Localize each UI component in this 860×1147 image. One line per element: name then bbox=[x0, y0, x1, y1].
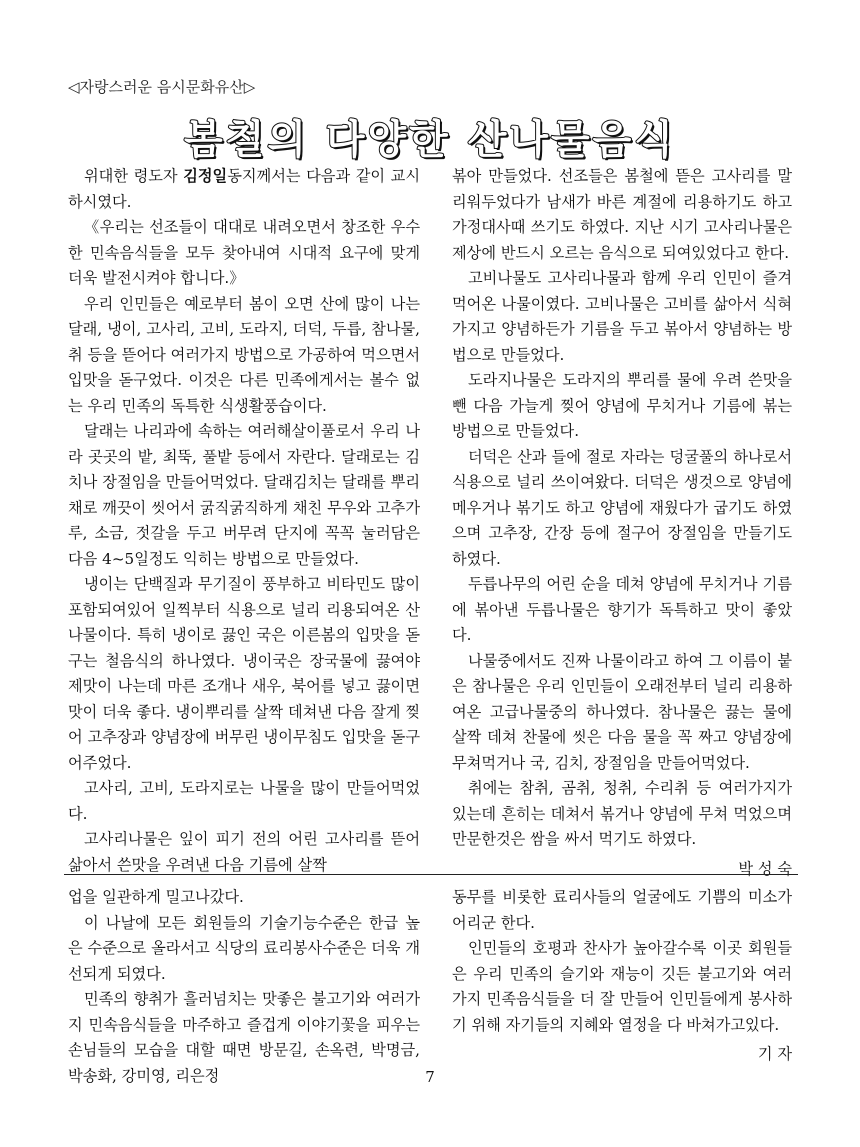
leader-name: 김정일 bbox=[183, 167, 228, 185]
paragraph: 업을 일관하게 밀고나갔다. bbox=[68, 888, 244, 906]
paragraph: 취에는 참취, 곰취, 청취, 수리취 등 여러가지가 있는데 흔히는 데쳐서 볶거나 양념에 무쳐 먹었으며 만문한것은 쌈을 싸서 먹기도 하였다. bbox=[452, 779, 792, 848]
paragraph: 나물중에서도 진짜 나물이라고 하여 그 이름이 붙은 참나물은 우리 인민들이 오래전부터 널리 리용하여온 고급나물중의 하나였다. 참나물은 끓는 물에 살짝 데쳐 찬물에 씻은 다음 물을 꼭 짜고 양념장에 무쳐먹거나 국, 김치, 장절임을 만들어먹었다. bbox=[452, 651, 792, 772]
quotation: 《우리는 선조들이 대대로 내려오면서 창조한 우수한 민속음식들을 모두 찾아내여 시대적 요구에 맞게 더욱 발전시켜야 합니다.》 bbox=[68, 218, 420, 287]
paragraph bbox=[68, 164, 420, 215]
paragraph: 고사리, 고비, 도라지로는 나물을 많이 만들어먹었다. bbox=[68, 779, 420, 823]
author-signature: 기 자 bbox=[757, 1045, 792, 1063]
author-signature: 박 성 숙 bbox=[738, 859, 792, 878]
paragraph: 냉이는 단백질과 무기질이 풍부하고 비타민도 많이 포함되여있어 일찍부터 식용으로 널리 리용되여온 산나물이다. 특히 냉이로 끓인 국은 이른봄의 입맛을 돋구는 철음식의 하나였다. 냉이국은 장국물에 끓여야 제맛이 나는데 마른 조개나 새우, 북어를 넣고 끓이면 맛이 더욱 좋다. 냉이뿌리를 살짝 데쳐낸 다음 잘게 찢어 고추장과 양념장에 버무린 냉이무침도 입맛을 돋구어주었다. bbox=[68, 575, 420, 772]
article-column-2 bbox=[452, 164, 792, 882]
paragraph: 고사리나물은 잎이 피기 전의 어린 고사리를 뜯어 삶아서 쓴맛을 우려낸 다음 기름에 살짝 bbox=[68, 830, 420, 874]
paragraph-text: 위대한 령도자 bbox=[84, 167, 184, 185]
paragraph: 달래는 나리과에 속하는 여러해살이풀로서 우리 나라 곳곳의 밭, 최뚝, 풀밭 등에서 자란다. 달래로는 김치나 장절임을 만들어먹었다. 달래김치는 달래를 뿌리채로 깨끗이 씻어서 굵직굵직하게 채친 무우와 고추가루, 소금, 젓갈을 두고 버무려 단지에 꼭꼭 눌러담은 다음 4~5일정도 익히는 방법으로 만들었다. bbox=[68, 422, 420, 568]
article-title: 봄철의 다양한 산나물음식 bbox=[184, 117, 676, 163]
paragraph: 볶아 만들었다. 선조들은 봄철에 뜯은 고사리를 말리워두었다가 남새가 바른 계절에 리용하기도 하고 가정대사때 쓰기도 하였다. 지난 시기 고사리나물은 제상에 반드시 오르는 음식으로 되여있었다고 한다. bbox=[452, 167, 792, 262]
paragraph: 민족의 향취가 흘러넘치는 맛좋은 불고기와 여러가지 민속음식들을 마주하고 즐겁게 이야기꽃을 피우는 손님들의 모습을 대할 때면 방문길, 손옥련, 박명금, 박송화, 강미영, 리은정 bbox=[68, 990, 420, 1085]
series-label: ◁자랑스러운 음시문화유산▷ bbox=[68, 78, 256, 96]
paragraph: 도라지나물은 도라지의 뿌리를 물에 우려 쓴맛을 뺀 다음 가늘게 찢어 양념에 무치거나 기름에 볶는 방법으로 만들었다. bbox=[452, 371, 792, 440]
paragraph: 인민들의 호평과 찬사가 높아갈수록 이곳 회원들은 우리 민족의 슬기와 재능이 깃든 불고기와 여러가지 민족음식들을 더 잘 만들어 인민들에게 봉사하기 위해 자기들의 지혜와 열정을 다 바쳐가고있다. bbox=[452, 939, 792, 1034]
paragraph: 이 나날에 모든 회원들의 기술기능수준은 한급 높은 수준으로 올라서고 식당의 료리봉사수준은 더욱 개선되게 되였다. bbox=[68, 913, 420, 983]
article-column-3 bbox=[68, 885, 420, 1089]
page-number: 7 bbox=[425, 1068, 435, 1086]
paragraph: 더덕은 산과 들에 절로 자라는 덩굴풀의 하나로서 식용으로 널리 쓰이여왔다. 더덕은 생것으로 양념에 메우거나 볶기도 하고 양념에 재웠다가 굽기도 하였으며 고추장, 간장 등에 절구어 장절임을 만들기도 하였다. bbox=[452, 447, 792, 568]
paragraph: 동무를 비롯한 료리사들의 얼굴에도 기쁨의 미소가 어리군 한다. bbox=[452, 888, 792, 932]
section-divider bbox=[64, 874, 798, 875]
article-column-1 bbox=[68, 164, 420, 878]
paragraph: 두릅나무의 어린 순을 데쳐 양념에 무치거나 기름에 볶아낸 두릅나물은 향기가 독특하고 맛이 좋았다. bbox=[452, 575, 792, 644]
paragraph: 우리 인민들은 예로부터 봄이 오면 산에 많이 나는 달래, 냉이, 고사리, 고비, 도라지, 더덕, 두릅, 참나물, 취 등을 뜯어다 여러가지 방법으로 가공하여 먹으면서 입맛을 돋구었다. 이것은 다른 민족에게서는 볼수 없는 우리 민족의 독특한 식생활풍습이다. bbox=[68, 294, 420, 415]
article-column-4 bbox=[452, 885, 792, 1068]
paragraph: 고비나물도 고사리나물과 함께 우리 인민이 즐겨먹어온 나물이였다. 고비나물은 고비를 삶아서 식혀가지고 양념하든가 기름을 두고 볶아서 양념하는 방법으로 만들었다. bbox=[452, 269, 792, 364]
paragraph-text: 동지께서는 다음과 같이 교시하시였다. bbox=[68, 167, 420, 211]
